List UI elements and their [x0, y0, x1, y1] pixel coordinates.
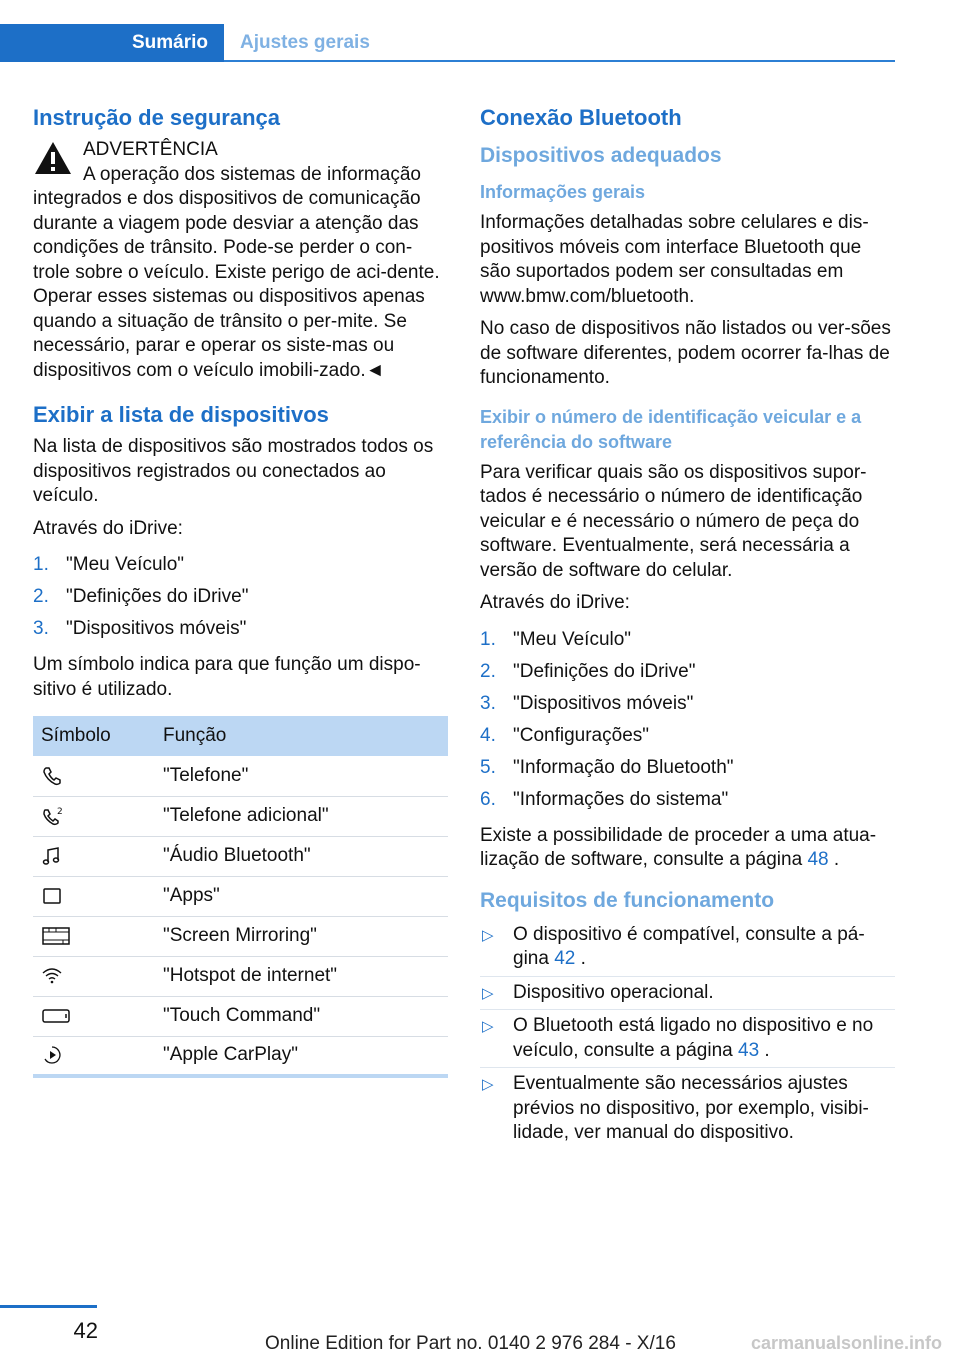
page-link-43[interactable]: 43 [738, 1039, 760, 1061]
left-column [33, 100, 448, 1078]
left-steps-list [33, 549, 448, 645]
function-cell: "Touch Command" [155, 996, 448, 1036]
requirement-end: . [580, 948, 586, 969]
touch-command-icon [41, 1005, 71, 1027]
heading-requirements: Requisitos de funcionamento [480, 888, 775, 912]
page-link-48[interactable]: 48 [807, 849, 829, 870]
triangle-bullet-icon: ▷ [482, 1076, 494, 1093]
requirement-text: Eventualmente são necessários ajustes prévios no dispositivo, por exemplo, visibi-lidade, ver manual do dispositivo. [513, 1073, 869, 1143]
symbol-cell [33, 796, 155, 836]
tab-ajustes-gerais[interactable]: Ajustes gerais [240, 32, 370, 53]
heading-general-info: Informações gerais [480, 182, 646, 202]
list-item [33, 581, 448, 613]
update-text: Existe a possibilidade de proceder a uma atua-lização de software, consulte a página [480, 824, 877, 870]
header-tabs [0, 24, 895, 62]
step-text: "Configurações" [513, 724, 650, 746]
table-row [33, 796, 448, 836]
step-number: 3. [480, 692, 496, 714]
heading-device-list: Exibir a lista de dispositivos [33, 402, 329, 427]
column-header-symbol: Símbolo [33, 716, 155, 756]
watermark: carmanualsonline.info [750, 1333, 942, 1353]
step-number: 4. [480, 724, 496, 746]
step-number: 1. [33, 554, 49, 575]
page-number: 42 [73, 1318, 98, 1343]
step-number: 3. [33, 618, 49, 639]
table-row [33, 836, 448, 876]
step-number: 1. [480, 628, 496, 650]
function-cell: "Apps" [155, 876, 448, 916]
symbol-cell [33, 956, 155, 996]
step-number: 2. [33, 586, 49, 607]
requirement-text: O Bluetooth está ligado no dispositivo e no veículo, consulte a página [513, 1015, 874, 1061]
footer-line [0, 1305, 97, 1308]
table-row [33, 916, 448, 956]
paragraph-device-list: Na lista de dispositivos são mostrados todos os dispositivos registrados ou conectados ao veículo. [33, 436, 434, 506]
paragraph-info: Informações detalhadas sobre celulares e dis-positivos móveis com interface Bluetooth que são suportados podem ser consultadas em www.bmw.com/bluetooth. [480, 212, 869, 307]
symbol-table [33, 716, 448, 1078]
table-row [33, 956, 448, 996]
step-text: "Meu Veículo" [513, 628, 632, 650]
list-item [480, 624, 895, 656]
paragraph-idrive: Através do iDrive: [33, 517, 183, 539]
list-item [480, 919, 895, 977]
symbol-cell [33, 996, 155, 1036]
list-item [33, 613, 448, 645]
additional-phone-icon [41, 805, 65, 827]
triangle-bullet-icon: ▷ [482, 1018, 494, 1035]
list-item [480, 1068, 895, 1150]
function-cell: "Hotspot de internet" [155, 956, 448, 996]
apps-icon [41, 885, 63, 907]
function-cell: "Áudio Bluetooth" [155, 836, 448, 876]
list-item [480, 688, 895, 720]
step-text: "Definições do iDrive" [66, 586, 249, 607]
step-text: "Definições do iDrive" [513, 660, 696, 682]
triangle-bullet-icon: ▷ [482, 926, 494, 944]
wifi-icon [41, 965, 63, 987]
step-text: "Informação do Bluetooth" [513, 756, 734, 778]
step-text: "Dispositivos móveis" [513, 692, 694, 714]
svg-text:2: 2 [57, 807, 63, 817]
table-header-row [33, 716, 448, 756]
carplay-icon [41, 1044, 63, 1066]
table-row [33, 756, 448, 796]
symbol-cell [33, 876, 155, 916]
right-column [480, 100, 895, 1154]
heading-devices: Dispositivos adequados [480, 144, 722, 167]
screen-mirroring-icon [41, 925, 71, 947]
tab-sumario[interactable]: Sumário [0, 24, 224, 62]
list-item [480, 752, 895, 784]
warning-title: ADVERTÊNCIA [83, 139, 218, 160]
list-item [480, 977, 895, 1011]
right-steps-list [480, 624, 895, 816]
symbol-cell [33, 1036, 155, 1076]
list-item [33, 549, 448, 581]
function-cell: "Telefone adicional" [155, 796, 448, 836]
column-header-function: Função [155, 716, 448, 756]
paragraph-vin: Para verificar quais são os dispositivos supor-tados é necessário o número de identificação veicular e é necessário o número de peça do software. Eventualmente, será necessária a versão de software do celular. [480, 461, 867, 581]
update-end: . [833, 849, 840, 870]
symbol-cell [33, 916, 155, 956]
list-item [480, 1010, 895, 1068]
paragraph-idrive: Através do iDrive: [480, 592, 630, 613]
paragraph-update [480, 824, 895, 873]
table-row [33, 876, 448, 916]
requirement-end: . [764, 1039, 770, 1061]
list-item [480, 720, 895, 752]
symbol-cell [33, 756, 155, 796]
heading-vin: Exibir o número de identificação veicular e a referência do software [480, 406, 862, 452]
step-text: "Dispositivos móveis" [66, 618, 247, 639]
requirement-text: O dispositivo é compatível, consulte a pá-gina [513, 923, 865, 969]
function-cell: "Apple CarPlay" [155, 1036, 448, 1076]
step-number: 6. [480, 788, 496, 810]
table-row [33, 996, 448, 1036]
table-row [33, 1036, 448, 1076]
triangle-bullet-icon: ▷ [482, 984, 494, 1002]
function-cell: "Screen Mirroring" [155, 916, 448, 956]
heading-bluetooth: Conexão Bluetooth [480, 105, 682, 130]
page-link-42[interactable]: 42 [554, 948, 576, 969]
list-item [480, 656, 895, 688]
step-number: 2. [480, 660, 496, 682]
function-cell: "Telefone" [155, 756, 448, 796]
footer-edition: Online Edition for Part no. 0140 2 976 284 - X/16 [265, 1333, 676, 1354]
heading-safety: Instrução de segurança [33, 105, 280, 130]
step-text: "Meu Veículo" [66, 554, 185, 575]
step-text: "Informações do sistema" [513, 788, 729, 810]
requirements-list [480, 919, 895, 1150]
requirement-text: Dispositivo operacional. [513, 981, 714, 1003]
symbol-cell [33, 836, 155, 876]
warning-text: integrados e dos dispositivos de comunicação durante a viagem pode desviar a atenção das condições de trânsito. Pode-se perder o con-trole sobre o veículo. Existe perigo de aci-dente. Operar esses sistemas ou dispositivos apenas quando a situação de trânsito o per-mite. Se necessário, parar e operar os siste-mas ou dispositivos com o veículo imobili-zado.◄ [33, 188, 440, 381]
music-note-icon [41, 845, 63, 867]
paragraph-symbol: Um símbolo indica para que função um dispo-sitivo é utilizado. [33, 654, 421, 700]
warning-triangle-icon [33, 140, 73, 176]
paragraph-unlisted: No caso de dispositivos não listados ou ver-sões de software diferentes, podem ocorrer fa-lhas de funcionamento. [480, 318, 891, 388]
step-number: 5. [480, 756, 496, 778]
warning-first-line: A operação dos sistemas de informação [83, 163, 421, 185]
phone-icon [41, 765, 63, 787]
list-item [480, 784, 895, 816]
warning-box [33, 138, 448, 187]
